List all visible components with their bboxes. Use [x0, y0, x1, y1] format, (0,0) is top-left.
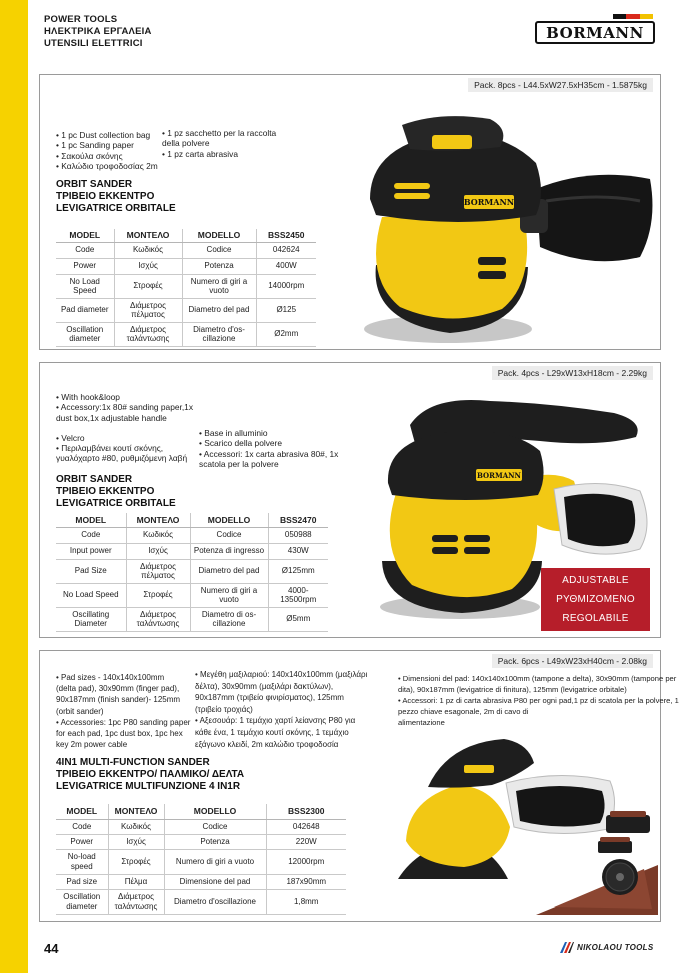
bullet-line: della polvere: [162, 138, 210, 149]
bullet-line: • Accessori: 1x carta abrasiva 80#, 1x: [199, 448, 339, 459]
spec-cell: No Load Speed: [56, 274, 114, 298]
nikolaou-tools-logo: [560, 942, 654, 953]
flag-stripe-yellow: [640, 14, 653, 19]
spec-cell: Codice: [182, 242, 256, 258]
svg-text:BORMANN: BORMANN: [477, 471, 521, 480]
bullets-gr: [195, 669, 367, 750]
spec-cell: Power: [56, 258, 114, 274]
bullet-line: [56, 423, 193, 433]
nikolaou-tools-text: NIKOLAOU TOOLS: [577, 943, 654, 952]
spec-cell: Codice: [164, 819, 266, 834]
bullet-line: • 1 pz carta abrasiva: [162, 148, 239, 159]
title-gr: ΤΡΙΒΕΙΟ ΕΚΚΕΝΤΡΟ: [56, 191, 155, 202]
spec-cell: Ισχύς: [114, 258, 182, 274]
bullet-line: key 2m power cable: [56, 740, 128, 750]
spec-cell: Diametro d'oscillazione: [164, 889, 266, 914]
spec-cell: 220W: [266, 834, 346, 849]
bullet-line: (orbit sander): [56, 706, 104, 716]
spec-cell: Oscillation diameter: [56, 889, 108, 914]
spec-header-cell: BSS2450: [256, 229, 316, 242]
bullet-line: • Καλώδιο τροφοδοσίας 2m: [56, 160, 158, 171]
spec-table: [56, 804, 346, 915]
title-gr: ΤΡΙΒΕΙΟ ΕΚΚΕΝΤΡΟ: [56, 486, 155, 497]
spec-row: [56, 543, 328, 559]
spec-cell: Pad size: [56, 874, 108, 889]
spec-cell: 042624: [256, 242, 316, 258]
spec-cell: Στροφές: [126, 583, 190, 607]
spec-cell: 4000-13500rpm: [268, 583, 328, 607]
spec-cell: Διάμετρος ταλάντωσης: [108, 889, 164, 914]
title-en: 4IN1 MULTI-FUNCTION SANDER: [56, 757, 210, 768]
spec-row: [56, 583, 328, 607]
bullet-line: (delta pad), 30x90mm (finger pad),: [56, 684, 180, 694]
bullet-line: scatola per la polvere: [199, 458, 279, 469]
product-title: [56, 757, 244, 793]
bullet-line: pezzo chiave esagonale, 2m di cavo di: [398, 707, 529, 716]
spec-cell: Code: [56, 819, 108, 834]
bullets-en: [56, 672, 190, 750]
bullet-line: • Accessory:1x 80# sanding paper,1x: [56, 402, 194, 413]
spec-cell: Στροφές: [114, 274, 182, 298]
bormann-logo: [535, 21, 655, 44]
flag-stripe-black: [613, 14, 626, 19]
bullet-line: • Dimensioni del pad: 140x140x100mm (tampone a delta), 30x90mm (tampone per: [398, 674, 677, 683]
spec-cell: Numero di giri a vuoto: [190, 583, 268, 607]
bullet-line: δέλτα), 30x90mm (μαξιλάρι δακτύλων),: [195, 681, 334, 691]
bullet-line: • Accessori: 1 pz di carta abrasiva P80 per ogni pad,1 pz di scatola per la polvere, 1: [398, 696, 679, 705]
brand-flag-stripes: [613, 14, 653, 19]
bullet-line: • Περιλαμβάνει κουτί σκόνης,: [56, 443, 164, 454]
yellow-side-bar: [0, 0, 28, 973]
bullet-line: • Velcro: [56, 432, 85, 443]
bullets-it: [398, 673, 679, 728]
spec-cell: 187x90mm: [266, 874, 346, 889]
bullet-line: • Αξεσουάρ: 1 τεμάχιο χαρτί λείανσης P80 για: [195, 716, 356, 726]
spec-cell: 1,8mm: [266, 889, 346, 914]
bullet-line: 90x187mm (τριβείο φινιρίσματος), 125mm: [195, 693, 344, 703]
spec-header-row: [56, 513, 328, 527]
spec-cell: Κωδικός: [108, 819, 164, 834]
spec-row: [56, 527, 328, 543]
spec-header-cell: ΜΟΝΤΕΛΟ: [114, 229, 182, 242]
pack-info: Pack. 4pcs - L29xW13xH18cm - 2.29kg: [492, 366, 653, 380]
spec-cell: Κωδικός: [114, 242, 182, 258]
spec-header-cell: BSS2470: [268, 513, 328, 527]
bullet-line: • Accessories: 1pc P80 sanding paper: [56, 717, 191, 727]
spec-cell: Potenza: [182, 258, 256, 274]
spec-row: [56, 834, 346, 849]
bullet-line: κάθε ένα, 1 τεμάχιο κουτί σκόνης, 1 τεμάχιο: [195, 727, 349, 737]
spec-cell: Pad diameter: [56, 298, 114, 322]
orbit-sander-bss2450-image: [340, 97, 660, 347]
spec-cell: Στροφές: [108, 849, 164, 874]
spec-cell: No Load Speed: [56, 583, 126, 607]
spec-cell: Ισχύς: [126, 543, 190, 559]
bullet-line: 90x187mm (finish sander)- 125mm: [56, 695, 181, 705]
spec-header-cell: MODELLO: [182, 229, 256, 242]
header-line-en: POWER TOOLS: [44, 14, 118, 25]
spec-cell: 12000rpm: [266, 849, 346, 874]
product-panel-bss2450: [39, 74, 661, 350]
spec-cell: Potenza di ingresso: [190, 543, 268, 559]
spec-cell: 050988: [268, 527, 328, 543]
spec-cell: 14000rpm: [256, 274, 316, 298]
spec-cell: No-load speed: [56, 849, 108, 874]
title-it: LEVIGATRICE ORBITALE: [56, 203, 176, 214]
spec-cell: Diametro del pad: [182, 298, 256, 322]
spec-cell: Ø2mm: [256, 322, 316, 346]
bullet-line: • Scarico della polvere: [199, 438, 283, 449]
spec-cell: Code: [56, 527, 126, 543]
bullet-line: • With hook&loop: [56, 392, 120, 402]
spec-table: [56, 229, 316, 347]
spec-cell: Numero di giri a vuoto: [164, 849, 266, 874]
bullet-line: • Base in alluminio: [199, 428, 268, 438]
product-panel-bss2300: [39, 650, 679, 922]
spec-header-cell: BSS2300: [266, 804, 346, 819]
title-en: ORBIT SANDER: [56, 179, 133, 190]
title-gr: ΤΡΙΒΕΙΟ ΕΚΚΕΝΤΡΟ/ ΠΑΛΜΙΚΟ/ ΔΕΛΤΑ: [56, 769, 245, 780]
bullet-line: for each pad, 1pc dust box, 1pc hex: [56, 729, 183, 739]
spec-cell: Diametro di os-cillazione: [190, 607, 268, 631]
spec-cell: 042648: [266, 819, 346, 834]
badge-text-it: REGOLABILE: [562, 613, 629, 624]
spec-header-row: [56, 229, 316, 242]
multi-function-sander-bss2300-image: [388, 729, 660, 919]
section-header: [44, 14, 152, 50]
spec-header-cell: MODEL: [56, 513, 126, 527]
spec-cell: Ø125mm: [268, 559, 328, 583]
spec-row: [56, 298, 316, 322]
spec-cell: Διάμετρος ταλάντωσης: [114, 322, 182, 346]
title-it: LEVIGATRICE ORBITALE: [56, 498, 176, 509]
spec-row: [56, 889, 346, 914]
spec-cell: 430W: [268, 543, 328, 559]
spec-cell: Πέλμα: [108, 874, 164, 889]
flag-stripe-red: [626, 14, 639, 19]
badge-text-en: ADJUSTABLE: [562, 575, 629, 586]
spec-cell: Διάμετρος ταλάντωσης: [126, 607, 190, 631]
spec-row: [56, 274, 316, 298]
spec-cell: Ø5mm: [268, 607, 328, 631]
spec-cell: Διάμετρος πέλματος: [114, 298, 182, 322]
spec-cell: Oscillating Diameter: [56, 607, 126, 631]
badge-text-gr: ΡΥΘΜΙΖΟΜΕΝΟ: [556, 594, 635, 605]
bullet-line: εξάγωνο κλειδί, 2m καλώδιο τροφοδοσία: [195, 739, 339, 749]
title-it: LEVIGATRICE MULTIFUNZIONE 4 IN1R: [56, 781, 241, 792]
spec-row: [56, 322, 316, 346]
spec-header-cell: MODEL: [56, 804, 108, 819]
spec-cell: Codice: [190, 527, 268, 543]
spec-cell: Ισχύς: [108, 834, 164, 849]
spec-cell: Numero di giri a vuoto: [182, 274, 256, 298]
spec-row: [56, 559, 328, 583]
bullet-line: • 1 pc Dust collection bag: [56, 130, 151, 140]
title-en: ORBIT SANDER: [56, 474, 133, 485]
spec-row: [56, 819, 346, 834]
spec-cell: 400W: [256, 258, 316, 274]
product-title: [56, 474, 176, 510]
spec-cell: Code: [56, 242, 114, 258]
spec-cell: Diametro del pad: [190, 559, 268, 583]
spec-row: [56, 242, 316, 258]
bullet-line: • Pad sizes - 140x140x100mm: [56, 673, 165, 682]
spec-cell: Diametro d'os-cillazione: [182, 322, 256, 346]
spec-cell: Διάμετρος πέλματος: [126, 559, 190, 583]
bullet-line: γυαλόχαρτο #80, ρυθμιζόμενη λαβή: [56, 453, 188, 464]
spec-table: [56, 513, 328, 632]
bullet-line: • 1 pz sacchetto per la raccolta: [162, 128, 277, 138]
bullets-it: [199, 428, 338, 469]
bullet-line: dita), 90x187mm (levigatrice di finitura), 125mm (levigatrice orbitale): [398, 685, 627, 694]
bullet-line: alimentazione: [398, 718, 445, 727]
header-line-gr: ΗΛΕΚΤΡΙΚΑ ΕΡΓΑΛΕΙΑ: [44, 26, 152, 37]
spec-cell: Pad Size: [56, 559, 126, 583]
spec-cell: Oscillation diameter: [56, 322, 114, 346]
spec-header-cell: ΜΟΝΤΕΛΟ: [126, 513, 190, 527]
bullets-it: [162, 128, 276, 159]
product-title: [56, 179, 176, 215]
pack-info: Pack. 6pcs - L49xW23xH40cm - 2.08kg: [492, 654, 653, 668]
bullet-line: • 1 pc Sanding paper: [56, 140, 134, 151]
bullet-line: • Μεγέθη μαξιλαριού: 140x140x100mm (μαξιλάρι: [195, 670, 368, 679]
spec-cell: Input power: [56, 543, 126, 559]
bullet-line: • Σακούλα σκόνης: [56, 150, 123, 161]
header-line-it: UTENSILI ELETTRICI: [44, 38, 143, 49]
spec-row: [56, 258, 316, 274]
bullet-line: (τριβείο τροχιάς): [195, 704, 253, 714]
spec-header-cell: MODELLO: [190, 513, 268, 527]
spec-row: [56, 849, 346, 874]
spec-header-cell: ΜΟΝΤΕΛΟ: [108, 804, 164, 819]
adjustable-badge: [541, 568, 650, 631]
spec-row: [56, 607, 328, 631]
spec-cell: Potenza: [164, 834, 266, 849]
svg-text:BORMANN: BORMANN: [463, 197, 515, 207]
spec-cell: Κωδικός: [126, 527, 190, 543]
bullets-en-gr: [56, 130, 158, 171]
bormann-logo-text: BORMANN: [546, 23, 644, 42]
spec-cell: Dimensione del pad: [164, 874, 266, 889]
spec-header-cell: MODEL: [56, 229, 114, 242]
bullet-line: dust box,1x adjustable handle: [56, 412, 167, 423]
nikolaou-tools-mark-icon: [560, 942, 574, 953]
bullets-en-gr: [56, 392, 193, 464]
spec-cell: Power: [56, 834, 108, 849]
spec-header-cell: MODELLO: [164, 804, 266, 819]
spec-row: [56, 874, 346, 889]
page-number: 44: [44, 941, 59, 956]
spec-header-row: [56, 804, 346, 819]
spec-cell: Ø125: [256, 298, 316, 322]
pack-info: Pack. 8pcs - L44.5xW27.5xH35cm - 1.5875kg: [468, 78, 653, 92]
